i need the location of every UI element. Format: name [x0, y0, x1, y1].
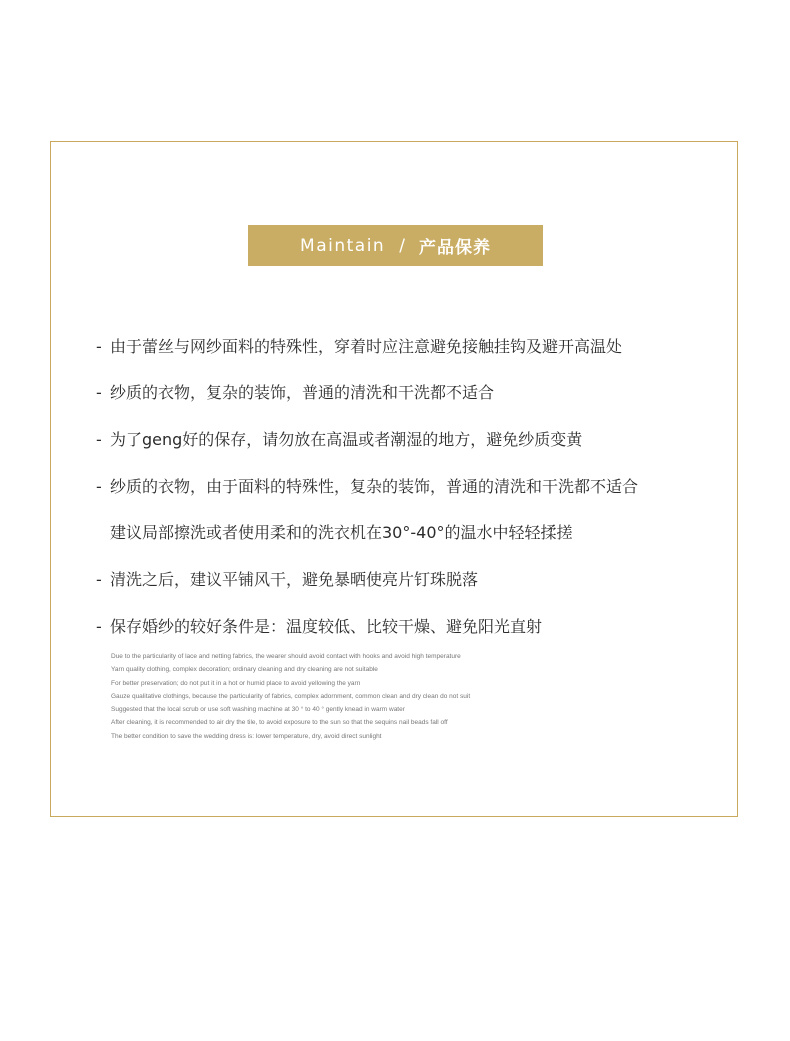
care-item-zh	[96, 381, 494, 405]
care-text: 清洗之后，建议平铺风干，避免暴晒使亮片钉珠脱落	[110, 570, 479, 589]
bullet: -	[96, 570, 102, 589]
bullet: -	[96, 617, 102, 636]
care-item-zh	[96, 475, 638, 499]
care-item-en: Suggested that the local scrub or use soft washing machine at 30 ° to 40 ° gently knead in warm water	[111, 706, 405, 713]
title-en: Maintain	[300, 235, 386, 256]
title-separator: /	[399, 235, 405, 256]
care-item-en: The better condition to save the wedding dress is: lower temperature, dry, avoid direct sunlight	[111, 733, 382, 740]
bullet: -	[96, 383, 102, 402]
bullet: -	[96, 430, 102, 449]
care-item-en: Due to the particularity of lace and netting fabrics, the wearer should avoid contact with hooks and avoid high temperature	[111, 653, 461, 660]
care-text: 纱质的衣物，复杂的装饰，普通的清洗和干洗都不适合	[110, 383, 495, 402]
care-text: 纱质的衣物，由于面料的特殊性，复杂的装饰，普通的清洗和干洗都不适合	[110, 477, 639, 496]
care-text: 保存婚纱的较好条件是：温度较低、比较干燥、避免阳光直射	[110, 617, 543, 636]
care-item-en: Yarn quality clothing, complex decoration; ordinary cleaning and dry cleaning are not suitable	[111, 666, 378, 673]
care-item-zh	[96, 335, 622, 359]
care-item-zh	[96, 568, 478, 592]
care-text: 由于蕾丝与网纱面料的特殊性，穿着时应注意避免接触挂钩及避开高温处	[110, 337, 623, 356]
care-item-en: Gauze qualitative clothings, because the particularity of fabrics, complex adornment, common clean and dry clean do not suit	[111, 693, 471, 700]
care-item-zh	[96, 521, 573, 545]
care-item-zh	[96, 428, 582, 452]
bullet: -	[96, 337, 102, 356]
bullet: -	[96, 477, 102, 496]
care-item-en: After cleaning, it is recommended to air dry the tile, to avoid exposure to the sun so that the sequins nail beads fall off	[111, 719, 448, 726]
section-title-badge	[248, 225, 543, 266]
title-zh: 产品保养	[418, 238, 491, 258]
care-text: 建议局部擦洗或者使用柔和的洗衣机在30°-40°的温水中轻轻揉搓	[110, 523, 573, 542]
care-item-en: For better preservation; do not put it in a hot or humid place to avoid yellowing the yarn	[111, 680, 361, 687]
care-item-zh	[96, 615, 542, 639]
care-text: 为了geng好的保存，请勿放在高温或者潮湿的地方，避免纱质变黄	[110, 430, 583, 449]
